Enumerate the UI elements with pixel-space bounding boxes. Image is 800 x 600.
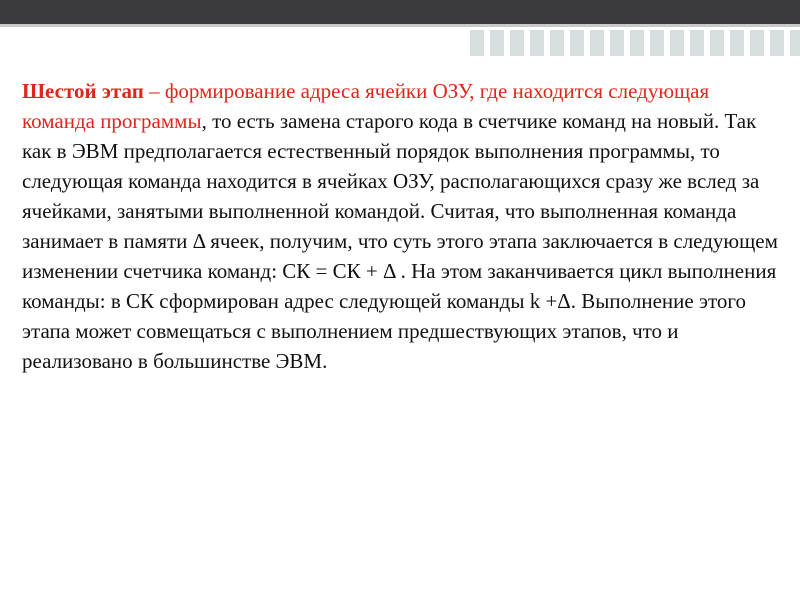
corner-decoration	[470, 30, 800, 56]
corner-decoration-stripes	[470, 30, 800, 56]
stage-description: , то есть замена старого кода в счетчике команд на новый. Так как в ЭВМ предполагается естественный порядок выполнения программы, то следующая команда находится в ячейках ОЗУ, располагающихся сразу же вслед за ячейками, занятыми выполненной командой. Считая, что выполненная команда занимает в памяти Δ ячеек, получим, что суть этого этапа заключается в следующем изменении счетчика команд: СК = СК + Δ . На этом заканчивается цикл выполнения команды: в СК сформирован адрес следующей команды k +Δ. Выполнение этого этапа может совмещаться с выполнением предшествующих этапов, что и реализовано в большинстве ЭВМ.	[22, 109, 778, 373]
slide-body-text	[22, 76, 782, 376]
top-banner	[0, 0, 800, 24]
top-banner-divider	[0, 24, 800, 27]
stage-definition: – формирование адреса ячейки ОЗУ, где находится следующая команда программы	[22, 79, 710, 133]
stage-title: Шестой этап	[22, 79, 144, 103]
